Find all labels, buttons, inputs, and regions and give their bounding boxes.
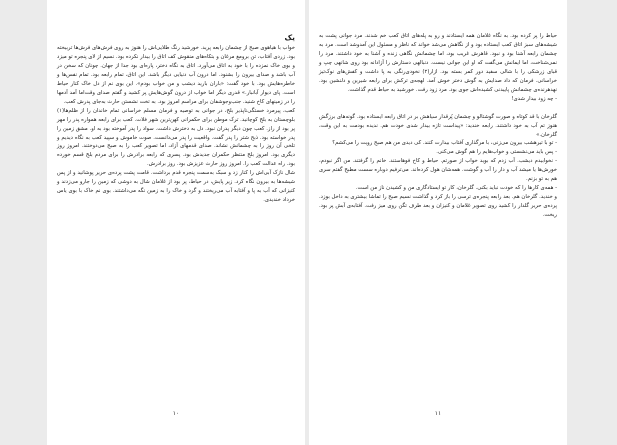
dialogue-line: - چه زود بیدار شدی! [511, 95, 557, 102]
paragraph: و خندید. گلرخان هم. بعد رابعه پنجره‌ی ترسی را باز کرد و گذاشت نسیم صبح را تماشا بیشتری به داخل بوزد. پرده‌ی حریر گلدار را کشید روی تصویر غلامان و کنیزان و بعد طرف تگن روی میز رفت. آفتابه‌ی آبش پر بود. ریخت. [319, 194, 557, 219]
left-page-text [57, 32, 295, 205]
page-number: ۱۰ [172, 410, 180, 417]
dialogue-line: - تو با تیرهشب بیرون می‌زنی، با مرگذاری آفتاب بیدارت کنند. کی دیدی من هم صبح رویت را می‌کشم؟ [332, 140, 557, 147]
dialogue-line: - همه‌ی کارها را که خودت نباید بکنی. گلرخان، کار تو ایستادگاری من و کشیدن ناز من است. [355, 185, 557, 192]
chapter-title: یک [284, 33, 295, 42]
dialogue-line: - نخوابیدم دیشب. آب زدم که بوید خواب از صورتم. حیاط و کاخ فوهاستند. خانم را گرفتند. من اگر نبودم، خورش‌ها یا میشد آب و دار را آب و گوشت. همه‌شان هول کرده‌اند. می‌ترفیم دوباره سست مطبخ گفتم سری هم به تو بزنم. [319, 158, 557, 183]
paragraph: کعب، پیرمرد خستگی‌ناپذیر بلخ، در جوانی به توصیه و فرمان مسلم خراسانی تمام خاندان را از ظلم‌ها(۱) بلوچستان به بلخ کوچانید. ترک موطن برای حکمرانی کهن‌ترین شهر فلات. کعب برای رابعه همواره پدر را مهر پر بود از راز. کعب چون دیگر پدران نبود. دل به دخترش داشت. سواد را پدر آموخته بود به او. مشق زمین را پدر خواسته بود. ذبح شتر را پدر گفت. واقعیت را پدر می‌دانست. صوت خاموش و سپید کعب به نگاه دیدیم و تلخی آن روز را به چشمانش نشاند. صدای قدمهای آزاد، اما تصویر کعب را به صبح می‌دوختند. امروز روز دیگری بود. امروز بلخ منتظر حکمران جدیدش بود. پسری که رابعه برادرش را برای مردم بلخ قسم خورده بود. راه عدالت کعب را. امروز روز حارث عزیزش بود. روز برادرش. [57, 107, 295, 168]
paragraph: گلرخان با قد کوتاه و صورت گوشتالو و چشمان پُرقدار سیاهش بر در اتاق رابعه ایستاده بود. گونه‌های برزگش هنوز تم آب به خود داشتند. رابعه خندید: «پیداست تازه بیدار شدی خودت هم. ندیده بودمت به این وقت، گلرخان.» [319, 113, 557, 138]
paragraph: حیاط را پر کرده بود. به نگاه غلامان همه ایستادند و رو به پله‌های اتاق کعب خم شدند. مرد جوانی پشت به شیشه‌های سبز اتاق کعب ایستاده بود و از نگاهش می‌شد خواند که ناظر و مسئول این آمدوشد است. مرد به چشمان رابعه آشنا بود و نبود. قاهرش غریب بود، اما چشمانش نگاهی زنده و آشنا به خود داشتند. مرد را نمی‌شناخت، اما ایمانش می‌گفت که او این جوانی نیست. دنبالهی دستارش را آزادانه بود روی شانهی چپ و قبای زرشکی را با شالی سفید دور کمر بسته بود. ازار(۲) نخودی‌رنگی به پا داشت و کفش‌های نوک‌تیز خراسانی. فرمان که داد صدایش به گوش دختر خوش آمد. لهجه‌ی ترکش برای رابعه شیرین و دلنشین بود. نهدهرنده‌ی چشمانش پاییدنی کشیده‌اش جوی بود. مرد زود رفت. خورشید به حیاط قدم گذاشت. [319, 33, 557, 93]
page-number: ۱۱ [434, 410, 442, 417]
paragraph: خواب با هیاهوی صبح از چشمان رابعه پرید. خورشید رنگ طلایی‌اش را هنوز به روی فرش‌های فرش‌ها تربیخته بود. زردی آفتاب، تن برومغ مرغان و بتکاه‌های منقوش کف اتاق را بیدار نکرده بود. نسیم از لای پنجره تو میزد و بوی خاک نمزده را با خود به اتاق می‌آورد. اتاق به نگاه دختر، پاره‌ای بود جدا از جهان. چونان که سخن در آب باشد و صدای بیرون را بشنود. اما درون آب دنیایی دیگر باشد. این اتاق، تمام رابعه بود. تمام نفس‌ها و خاطره‌هایش بود. با خود گفت: «باران بارید دیشب و من خواب بودم». این بوی نم از دل خاک کنار حیاط است. پای دیوار آبانبار.» قدری دیگر اما خواب از درون گوش‌هایش پر کشید و گفتم صدای وقت‌اما آمد آدمها را در زمینهای کاخ شنید. جنب‌وجوشفان برای مراسم امروز بود. به تخت نشستن حارث به‌جای پدرش کعب. [57, 45, 295, 105]
right-page-text [319, 32, 557, 220]
dialogue-line: - پس باید می‌نشستی و خواب‌هایم را هم گوش می‌کنی. [436, 149, 557, 156]
left-page [47, 0, 305, 445]
right-page [309, 0, 567, 445]
paragraph: شال نازک آبی‌اش را کنار زد و سبک به‌سمت پنجره قدم برداشت. قامت پشت پرده‌ی حریر پوشانید و از پس شیشه‌ها به بیرون نگاه کرد. زیر پایش، در حیاط، پر بود از غلامان شال به دوشی که زمین را جارو می‌زدند و کنیزانی که آب به پا و آفتابه آب می‌ریختند و گرد و خاک را به زمین نگه می‌داشتند. بوی نم خاک با بوی یاس خرداد خندیدی. [57, 170, 295, 204]
